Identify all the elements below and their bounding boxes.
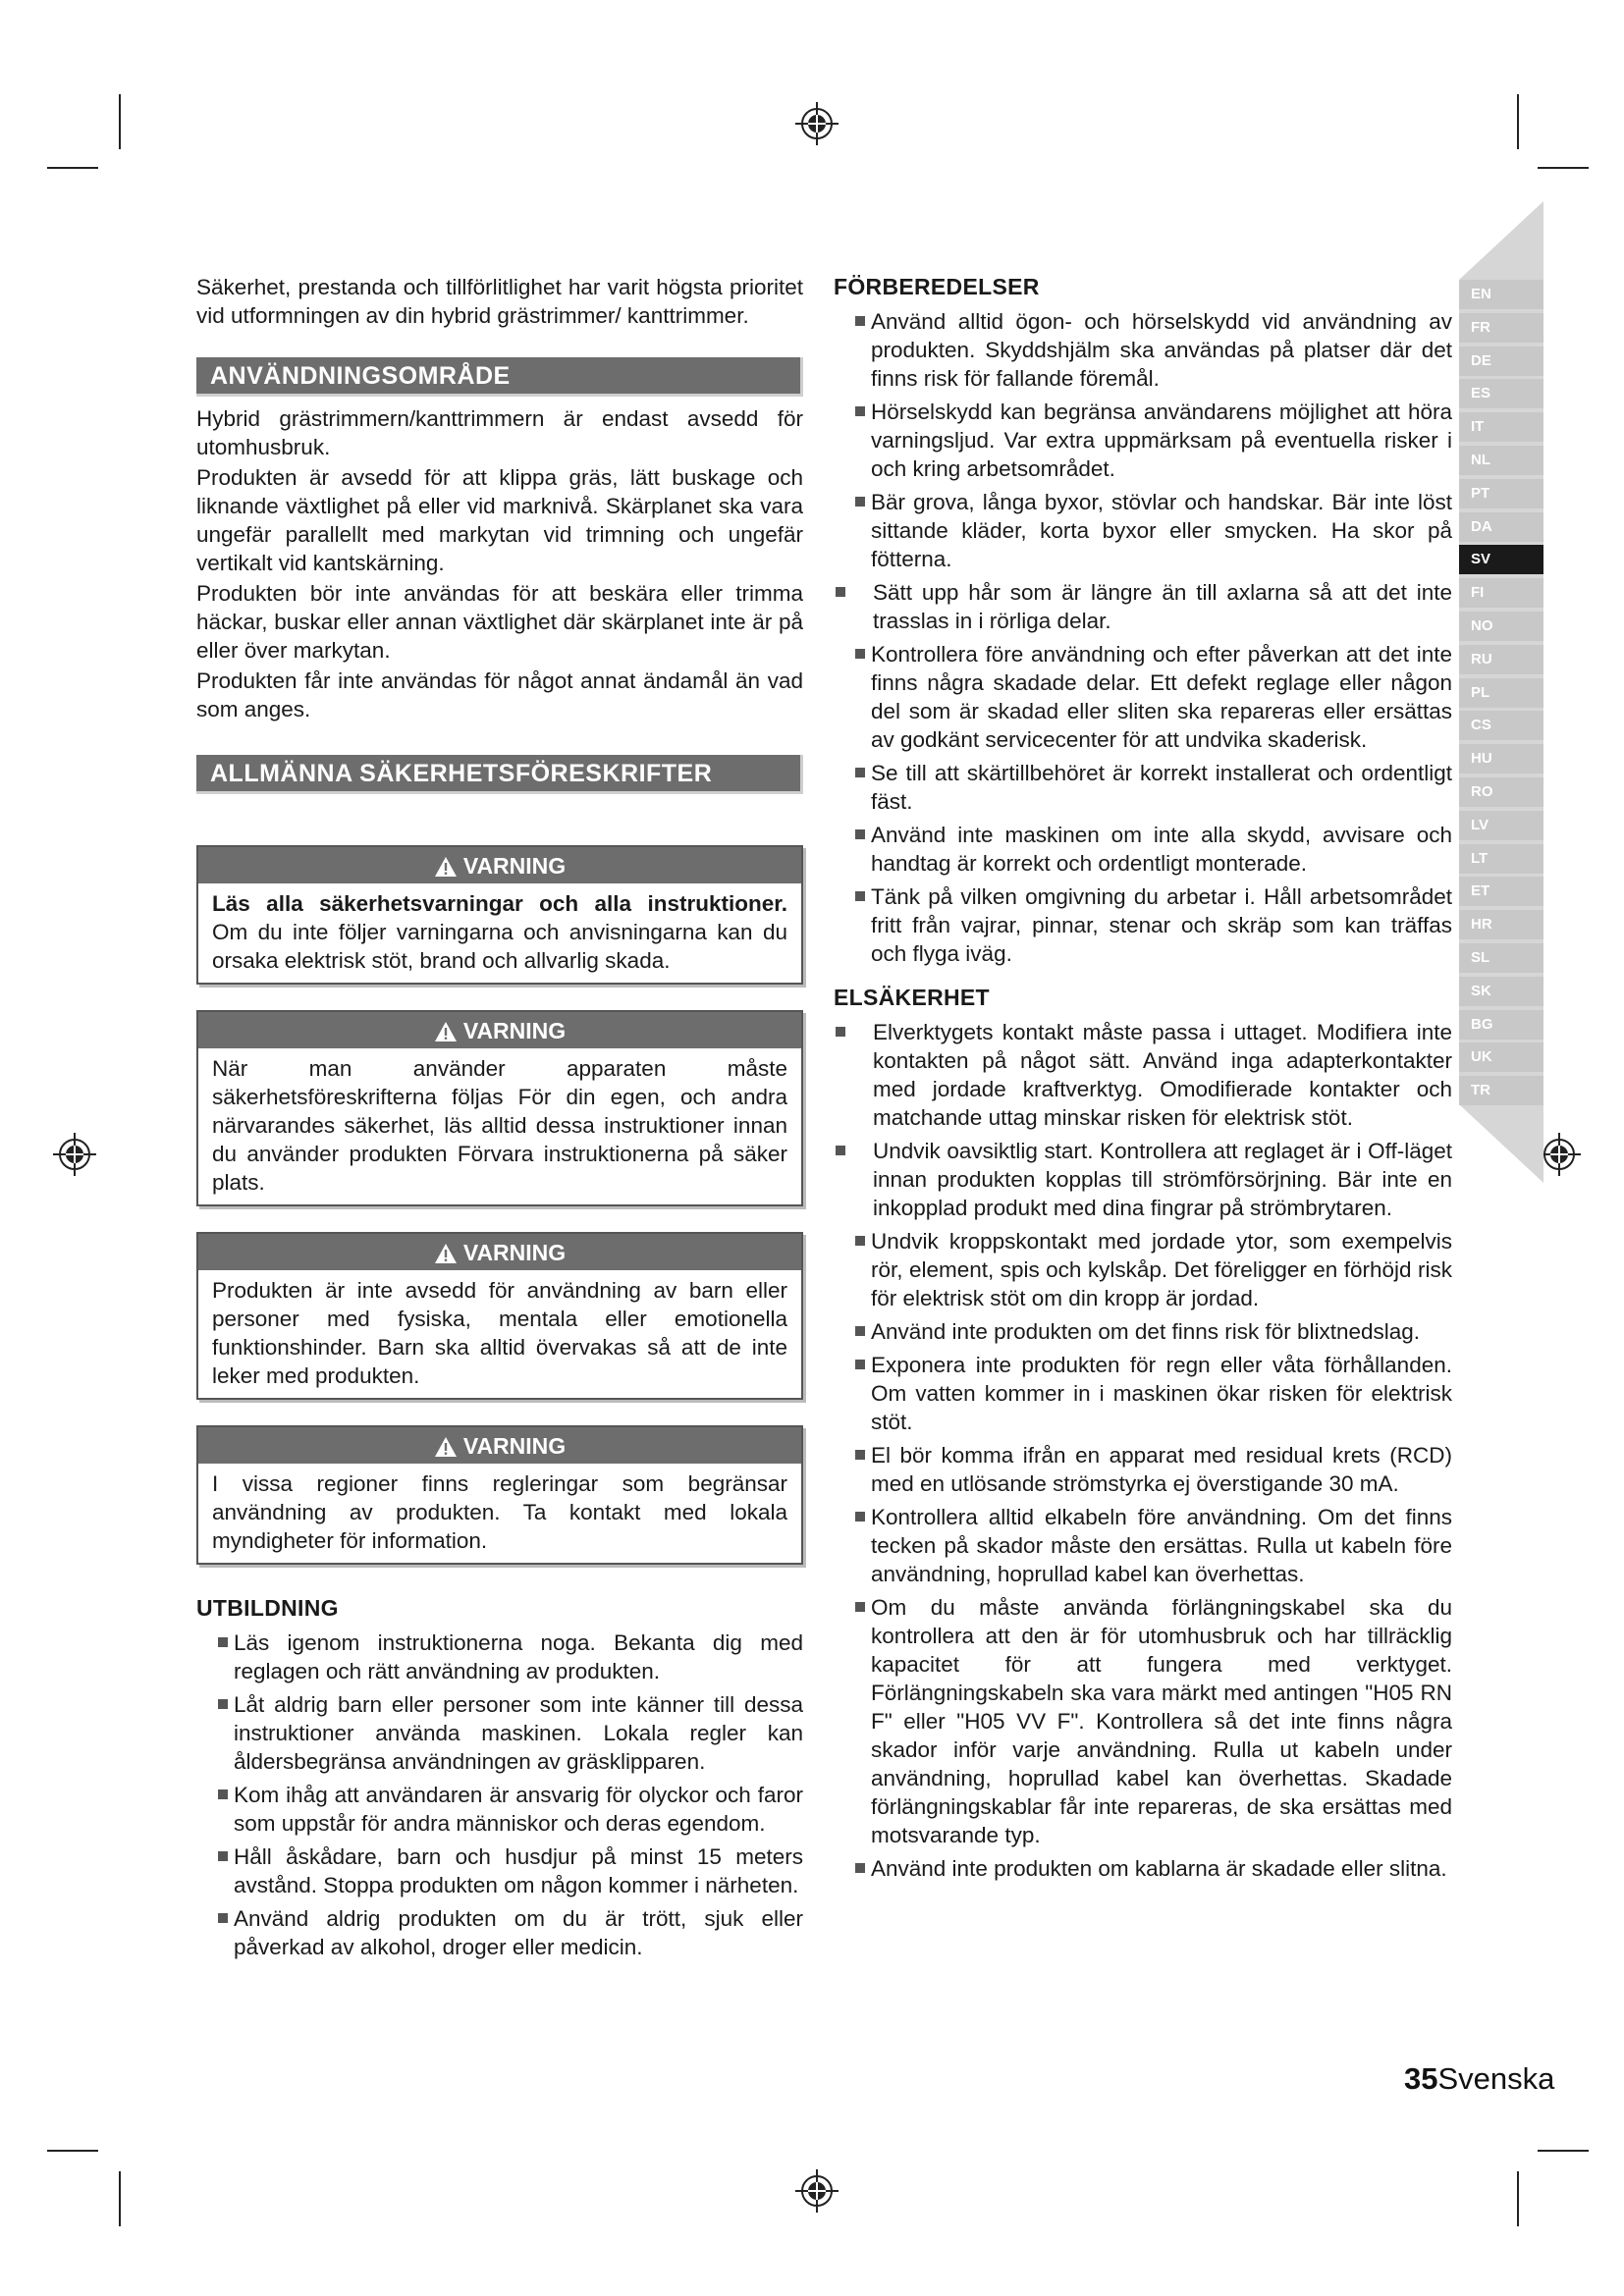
list-item-text: Sätt upp hår som är längre än till axlarna så att det inte trasslas in i rörliga delar. xyxy=(873,580,1452,633)
language-tab-ru[interactable]: RU xyxy=(1459,645,1543,674)
list-item-text: Använd inte maskinen om inte alla skydd, avvisare och handtag är korrekt och ordentligt monterade. xyxy=(871,823,1452,876)
list-item xyxy=(834,578,1452,635)
list-item-text: Se till att skärtillbehöret är korrekt installerat och ordentligt fäst. xyxy=(871,761,1452,814)
paragraph: Produkten är avsedd för att klippa gräs, lätt buskage och liknande växtlighet på eller vid marknivå. Skärplanet ska vara ungefär parallellt med markytan vid trimning och ungefär vertikalt vid kantskärning. xyxy=(196,465,803,575)
warning-triangle-icon xyxy=(434,856,458,878)
list-item xyxy=(196,1842,803,1899)
warning-box xyxy=(196,845,803,985)
list-item xyxy=(834,1351,1452,1436)
language-tab-hu[interactable]: HU xyxy=(1459,744,1543,774)
bullet-icon xyxy=(836,1146,845,1155)
bullet-icon xyxy=(855,1602,865,1612)
warning-body xyxy=(198,883,801,983)
warning-triangle-icon xyxy=(434,1243,458,1264)
language-tab-et[interactable]: ET xyxy=(1459,877,1543,906)
language-tab-pt[interactable]: PT xyxy=(1459,479,1543,508)
warning-header xyxy=(198,847,801,883)
list-item-text: Kontrollera före användning och efter påverkan att det inte finns några skadade delar. Ett defekt reglage eller någon del som är skadad eller sliten ska repareras eller ersättas av godkänt servicecenter för att undvika skaderisk. xyxy=(871,642,1452,752)
list-item-text: Exponera inte produkten för regn eller våta förhållanden. Om vatten kommer in i maskinen ökar risken för elektrisk stöt. xyxy=(871,1353,1452,1434)
forberedelser-list xyxy=(834,307,1452,573)
list-item-text: El bör komma ifrån en apparat med residual krets (RCD) med en utlösande strömstyrka ej överstigande 30 mA. xyxy=(871,1443,1452,1496)
forberedelser-list xyxy=(834,640,1452,968)
bullet-icon xyxy=(855,768,865,777)
language-tab-de[interactable]: DE xyxy=(1459,347,1543,376)
warning-header xyxy=(198,1012,801,1048)
warning-text: Om du inte följer varningarna och anvisningarna kan du orsaka elektrisk stöt, brand och allvarlig skada. xyxy=(212,920,787,973)
list-item xyxy=(834,1317,1452,1346)
heading-forberedelser: FÖRBEREDELSER xyxy=(834,274,1040,299)
crop-mark xyxy=(1538,167,1589,169)
language-tab-lt[interactable]: LT xyxy=(1459,844,1543,874)
list-item xyxy=(196,1781,803,1838)
list-item-text: Tänk på vilken omgivning du arbetar i. Håll arbetsområdet fritt från vajrar, pinnar, stenar och skräp som kan träffas och flyga iväg. xyxy=(871,884,1452,966)
list-item-text: Använd inte produkten om kablarna är skadade eller slitna. xyxy=(871,1856,1447,1881)
warning-body xyxy=(198,1270,801,1398)
list-item xyxy=(834,821,1452,878)
list-item-text: Om du måste använda förlängningskabel ska du kontrollera att den är för utomhusbruk och har tillräcklig kapacitet för att fungera med verktyget. Förlängningskabeln ska vara märkt med antingen "H05 RN F" eller "H05 VV F". Kontrollera så det inte finns några skador inför varje användning. Rulla ut kabeln under användning, hoprullad kabel kan överhettas. Skadade förlängningskablar får inte repareras, de ska ersättas med motsvarande typ. xyxy=(871,1595,1452,1847)
language-tab-fr[interactable]: FR xyxy=(1459,313,1543,343)
registration-mark-icon xyxy=(795,2169,839,2213)
list-item xyxy=(196,1629,803,1685)
heading-utbildning: UTBILDNING xyxy=(196,1595,339,1621)
language-tab-tr[interactable]: TR xyxy=(1459,1076,1543,1105)
list-item xyxy=(834,1503,1452,1588)
bullet-icon xyxy=(855,649,865,659)
list-item xyxy=(834,1854,1452,1883)
registration-mark-icon xyxy=(53,1133,96,1176)
page-number xyxy=(1404,2061,1554,2097)
list-item xyxy=(834,1137,1452,1222)
intro-text: Säkerhet, prestanda och tillförlitlighet har varit högsta prioritet vid utformningen av din hybrid grästrimmer/ kanttrimmer. xyxy=(196,275,803,328)
warning-box xyxy=(196,1425,803,1565)
list-item xyxy=(834,1441,1452,1498)
forberedelser-list xyxy=(834,578,1452,635)
list-item xyxy=(834,1018,1452,1132)
list-item xyxy=(196,1904,803,1961)
list-item-text: Undvik kroppskontakt med jordade ytor, som exempelvis rör, element, spis och kylskåp. Det föreligger en förhöjd risk för elektrisk stöt om din kropp är jordad. xyxy=(871,1229,1452,1310)
list-item-text: Hörselskydd kan begränsa användarens möjlighet att höra varningsljud. Var extra uppmärksam på eventuella risker i och kring arbetsområdet. xyxy=(871,400,1452,481)
language-tab-sk[interactable]: SK xyxy=(1459,977,1543,1006)
warning-triangle-icon xyxy=(434,1021,458,1042)
bullet-icon xyxy=(855,829,865,839)
language-tab-es[interactable]: ES xyxy=(1459,379,1543,408)
language-tab-lv[interactable]: LV xyxy=(1459,811,1543,840)
paragraph: Produkten bör inte användas för att beskära eller trimma häckar, buskar eller annan växtlighet där skärplanet inte är på eller över markytan. xyxy=(196,581,803,663)
paragraph: Produkten får inte användas för något annat ändamål än vad som anges. xyxy=(196,668,803,721)
crop-mark xyxy=(119,94,121,149)
list-item-text: Kom ihåg att användaren är ansvarig för olyckor och faror som uppstår för andra människor och deras egendom. xyxy=(234,1783,803,1836)
bullet-icon xyxy=(855,1450,865,1460)
list-item xyxy=(834,488,1452,573)
list-item-text: Låt aldrig barn eller personer som inte känner till dessa instruktioner använda maskinen. Lokala regler kan åldersbegränsa användningen av gräsklipparen. xyxy=(234,1692,803,1774)
language-tab-sv[interactable]: SV xyxy=(1459,545,1543,574)
list-item-text: Håll åskådare, barn och husdjur på minst 15 meters avstånd. Stoppa produkten om någon kommer i närheten. xyxy=(234,1844,803,1897)
bullet-icon xyxy=(218,1699,228,1709)
list-item-text: Använd inte produkten om det finns risk för blixtnedslag. xyxy=(871,1319,1421,1344)
section-title-anvandningsomrade: ANVÄNDNINGSOMRÅDE xyxy=(196,357,803,397)
list-item xyxy=(834,640,1452,754)
warning-header xyxy=(198,1234,801,1270)
warning-text: säkerhetsföreskrifterna följas För din egen, och andra närvarandes säkerhet, läs alltid dessa instruktioner innan du använder produkten Förvara instruktionerna på säker plats. xyxy=(212,1085,787,1195)
list-item-text: Kontrollera alltid elkabeln före användning. Om det finns tecken på skador måste den ersättas. Rulla ut kabeln före användning, hoprullad kabel kan överhettas. xyxy=(871,1505,1452,1586)
crop-mark xyxy=(47,2150,98,2152)
bullet-icon xyxy=(855,1512,865,1522)
language-tab-fi[interactable]: FI xyxy=(1459,578,1543,608)
warning-text: Produkten är inte avsedd för användning av barn eller personer med fysiska, mentala eller emotionella funktionshinder. Barn ska alltid övervakas så att de inte leker med produkten. xyxy=(212,1278,787,1388)
warning-title: VARNING xyxy=(462,1018,567,1043)
list-item xyxy=(834,398,1452,483)
warning-header xyxy=(198,1427,801,1464)
language-tab-nl[interactable]: NL xyxy=(1459,446,1543,475)
crop-mark xyxy=(47,167,98,169)
language-tab-hr[interactable]: HR xyxy=(1459,910,1543,939)
warning-box xyxy=(196,1010,803,1206)
left-column xyxy=(196,273,803,1966)
warning-text: I vissa regioner finns regleringar som begränsar användning av produkten. Ta kontakt med lokala myndigheter för information. xyxy=(212,1471,787,1553)
warning-triangle-icon xyxy=(434,1436,458,1458)
elsakerhet-list xyxy=(834,1018,1452,1222)
right-column xyxy=(834,273,1452,1888)
list-item-text: Använd alltid ögon- och hörselskydd vid användning av produkten. Skyddshjälm ska användas på platser där det finns risk för fallande föremål. xyxy=(871,309,1452,391)
list-item-text: Bär grova, långa byxor, stövlar och handskar. Bär inte löst sittande kläder, korta byxor eller smycken. Ha skor på fötterna. xyxy=(871,490,1452,571)
crop-mark xyxy=(1538,2150,1589,2152)
bullet-icon xyxy=(218,1637,228,1647)
bullet-icon xyxy=(855,891,865,901)
warning-text-first-line: När man använder apparaten måste xyxy=(212,1056,787,1081)
crop-mark xyxy=(119,2171,121,2226)
bullet-icon xyxy=(855,497,865,507)
bullet-icon xyxy=(855,406,865,416)
registration-mark-icon xyxy=(795,102,839,145)
utbildning-list xyxy=(196,1629,803,1961)
language-tab-it[interactable]: IT xyxy=(1459,412,1543,442)
bullet-icon xyxy=(855,1326,865,1336)
elsakerhet-list xyxy=(834,1227,1452,1883)
language-tabs xyxy=(1459,280,1543,1109)
bullet-icon xyxy=(836,587,845,597)
language-tab-bg[interactable]: BG xyxy=(1459,1010,1543,1040)
language-tab-en[interactable]: EN xyxy=(1459,280,1543,309)
list-item xyxy=(834,882,1452,968)
list-item-text: Undvik oavsiktlig start. Kontrollera att reglaget är i Off-läget innan produkten kopplas till strömförsörjning. Bär inte en inkopplad produkt med dina fingrar på strömbrytaren. xyxy=(873,1139,1452,1220)
bullet-icon xyxy=(855,1236,865,1246)
list-item xyxy=(834,759,1452,816)
bullet-icon xyxy=(218,1851,228,1861)
language-tab-no[interactable]: NO xyxy=(1459,612,1543,641)
list-item xyxy=(834,307,1452,393)
list-item-text: Använd aldrig produkten om du är trött, sjuk eller påverkad av alkohol, droger eller medicin. xyxy=(234,1906,803,1959)
warning-body xyxy=(198,1048,801,1204)
heading-elsakerhet: ELSÄKERHET xyxy=(834,985,990,1010)
warning-title: VARNING xyxy=(462,1240,567,1265)
list-item-text: Elverktygets kontakt måste passa i uttaget. Modifiera inte kontakten på något sätt. Använd inga adapterkontakter med jordade kraftverktyg. Omodifierade kontakter och matchande uttag minskar risken för elektrisk stöt. xyxy=(873,1020,1452,1130)
bullet-icon xyxy=(218,1913,228,1923)
bullet-icon xyxy=(855,1360,865,1369)
paragraph: Hybrid grästrimmern/kanttrimmern är endast avsedd för utomhusbruk. xyxy=(196,406,803,459)
language-tab-da[interactable]: DA xyxy=(1459,512,1543,542)
list-item xyxy=(834,1227,1452,1312)
warning-title: VARNING xyxy=(462,1433,567,1459)
page-number-value: 35 xyxy=(1404,2061,1438,2096)
list-item xyxy=(196,1690,803,1776)
page-language: Svenska xyxy=(1437,2061,1555,2096)
language-tab-ro[interactable]: RO xyxy=(1459,777,1543,807)
bullet-icon xyxy=(836,1027,845,1037)
list-item xyxy=(834,1593,1452,1849)
warning-box xyxy=(196,1232,803,1400)
warning-body xyxy=(198,1464,801,1563)
language-tab-cs[interactable]: CS xyxy=(1459,711,1543,740)
language-tab-pl[interactable]: PL xyxy=(1459,678,1543,708)
crop-mark xyxy=(1517,2171,1519,2226)
crop-mark xyxy=(1517,94,1519,149)
list-item-text: Läs igenom instruktionerna noga. Bekanta dig med reglagen och rätt användning av produkten. xyxy=(234,1630,803,1683)
bullet-icon xyxy=(855,1863,865,1873)
warning-lead: Läs alla säkerhetsvarningar och alla instruktioner. xyxy=(212,891,787,916)
registration-mark-icon xyxy=(1538,1133,1581,1176)
warning-title: VARNING xyxy=(462,853,567,879)
bullet-icon xyxy=(218,1789,228,1799)
language-tab-uk[interactable]: UK xyxy=(1459,1042,1543,1072)
section-title-allmanna: ALLMÄNNA SÄKERHETSFÖRESKRIFTER xyxy=(196,755,803,794)
bullet-icon xyxy=(855,316,865,326)
language-tab-sl[interactable]: SL xyxy=(1459,943,1543,973)
